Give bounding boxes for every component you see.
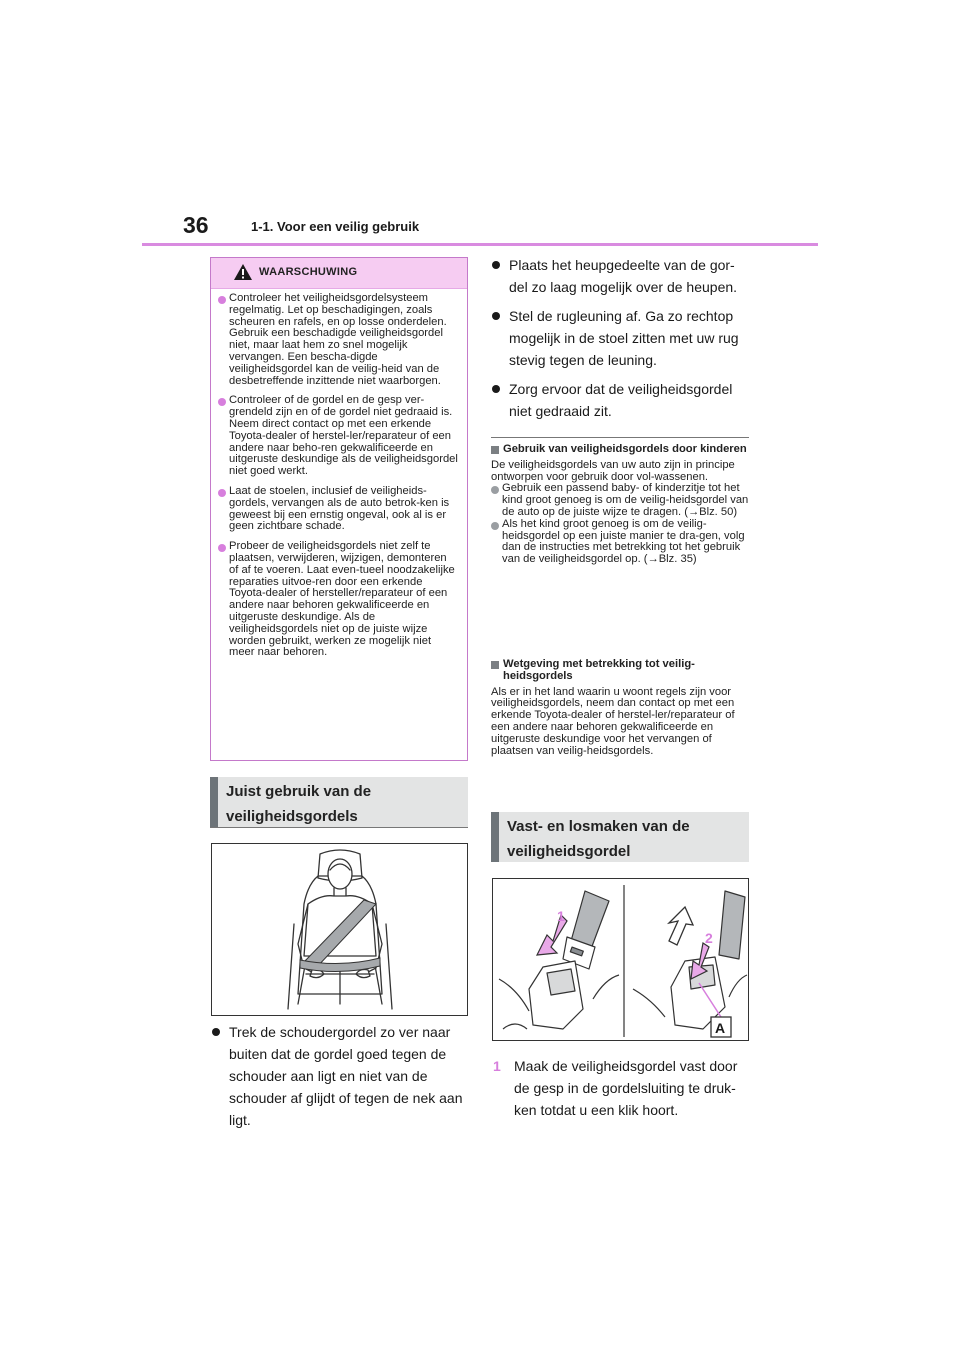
- seatbelt-posture-figure: [211, 843, 468, 1016]
- warning-item-text: Probeer de veiligheidsgordels niet zelf te plaatsen, verwijderen, wijzigen, demonteren of af te voeren. Laat even-tueel noodzakelijke reparaties uitvoe-ren door een erkende Toyota-dealer of hersteller/reparateur of een andere naar behoren gekwalificeerde en uitgeruste deskundige. Als de veiligheidsgordels niet op de juiste wijze worden gebruikt, werken ze mogelijk niet meer naar behoren.: [229, 540, 455, 659]
- posture-bullet: [491, 254, 751, 298]
- law-text: Als er in het land waarin u woont regels zijn voor veiligheidsgordels, neem dan contact op met een erkende Toyota-dealer of herstel-ler/reparateur of een andere naar behoren gekwalificeerde en uitgeruste deskundige voor het vervangen of plaatsen van veilig-heidsgordels.: [491, 685, 735, 757]
- warning-item-text: Controleer of de gordel en de gesp ver-grendeld zijn en of de gordel niet gedraaid is. Neem direct contact op met een erkende Toyota-dealer of herstel-ler/reparateur of een andere naar beho-ren gekwalificeerde en uitgeruste deskundige als de veiligheidsgordel niet goed werkt.: [229, 394, 458, 478]
- figure-label-1: 1: [557, 908, 565, 924]
- children-item: [491, 483, 749, 518]
- children-item-text: Als het kind groot genoeg is om de veilig-heidsgordel op een juiste manier te dra-gen, volg dan de instructies met betrekking tot het gebruik van de veiligheidsgordel op. (→Blz. 35): [502, 517, 745, 566]
- bullet-dot-icon: [218, 296, 226, 304]
- bullet-dot-icon: [212, 1028, 220, 1036]
- square-bullet-icon: [491, 661, 499, 669]
- heading-underline: [210, 827, 468, 828]
- divider-rule: [491, 437, 749, 438]
- law-block: [491, 659, 749, 757]
- bullet-text: Trek de schoudergordel zo ver naar buiten dat de gordel goed tegen de schouder aan ligt en niet van de schouder af glijdt of tegen de nek aan ligt.: [229, 1024, 463, 1128]
- square-bullet-icon: [491, 446, 499, 454]
- section-heading-correct-use: Juist gebruik van de veiligheidsgordels: [210, 777, 468, 827]
- warning-item: [218, 541, 459, 659]
- bullet-dot-icon: [491, 522, 499, 530]
- children-item: [491, 519, 749, 566]
- posture-bullet: [491, 378, 751, 422]
- section-title: 1-1. Voor een veilig gebruik: [251, 219, 420, 234]
- warning-item-text: Laat de stoelen, inclusief de veiligheids-gordels, vervangen als de auto betrok-ken is geweest bij een ernstig ongeval, ook al is er geen zichtbare schade.: [229, 484, 450, 533]
- posture-bullets: [491, 254, 751, 429]
- step-1: [493, 1055, 751, 1121]
- warning-item: [218, 486, 459, 533]
- section-heading-fastening: Vast- en losmaken van de veiligheidsgordel: [491, 812, 749, 862]
- warning-list: [211, 289, 467, 659]
- correct-use-bullet: [211, 1021, 486, 1131]
- page-number: 36: [183, 212, 209, 238]
- children-heading: [491, 444, 749, 456]
- bullet-dot-icon: [218, 544, 226, 552]
- figure-label-2: 2: [705, 930, 713, 946]
- warning-header: [211, 258, 467, 289]
- children-intro: De veiligheidsgordels van uw auto zijn in principe ontworpen voor gebruik door vol-wassenen.: [491, 458, 735, 483]
- warning-title: WAARSCHUWING: [259, 266, 358, 278]
- bullet-dot-icon: [492, 385, 500, 393]
- warning-item-text: Controleer het veiligheidsgordelsysteem regelmatig. Let op beschadigingen, zoals scheuren en rafels, en op losse onderdelen. Gebruik een beschadigde veiligheidsgordel niet, maar laat hem zo snel mogelijk vervangen. Een bescha-digde veiligheidsgordel kan de veilig-heid van de desbetreffende inzittende niet waarborgen.: [229, 292, 447, 387]
- bullet-dot-icon: [492, 261, 500, 269]
- warning-item: [218, 395, 459, 478]
- header-divider: [142, 243, 818, 246]
- step-number: 1: [493, 1058, 501, 1074]
- law-heading-text: Wetgeving met betrekking tot veilig-heidsgordels: [503, 658, 695, 682]
- bullet-text: Stel de rugleuning af. Ga zo rechtop mogelijk in de stoel zitten met uw rug stevig tegen de leuning.: [509, 308, 739, 368]
- seated-person-illustration: [212, 844, 467, 1015]
- bullet-text: Plaats het heupgedeelte van de gor-del zo laag mogelijk over de heupen.: [509, 257, 738, 295]
- warning-box: [210, 257, 468, 761]
- bullet-dot-icon: [492, 312, 500, 320]
- children-heading-text: Gebruik van veiligheidsgordels door kinderen: [503, 443, 747, 455]
- posture-bullet: [491, 305, 751, 371]
- children-item-text: Gebruik een passend baby- of kinderzitje tot het kind groot genoeg is om de veilig-heidsgordel van de auto op de juiste wijze te dragen. (→Blz. 50): [502, 482, 749, 518]
- warning-icon: [233, 263, 253, 281]
- bullet-dot-icon: [491, 486, 499, 494]
- buckle-figure: [492, 878, 749, 1041]
- step-text: Maak de veiligheidsgordel vast door de gesp in de gordelsluiting te druk-ken totdat u een klik hoort.: [514, 1058, 738, 1118]
- children-seatbelt-block: [491, 444, 749, 566]
- bullet-dot-icon: [218, 489, 226, 497]
- warning-item: [218, 293, 459, 387]
- buckle-illustration: [493, 879, 748, 1040]
- bullet-text: Zorg ervoor dat de veiligheidsgordel niet gedraaid zit.: [509, 381, 733, 419]
- law-heading: [491, 659, 749, 683]
- figure-label-a: A: [715, 1020, 726, 1036]
- bullet-dot-icon: [218, 398, 226, 406]
